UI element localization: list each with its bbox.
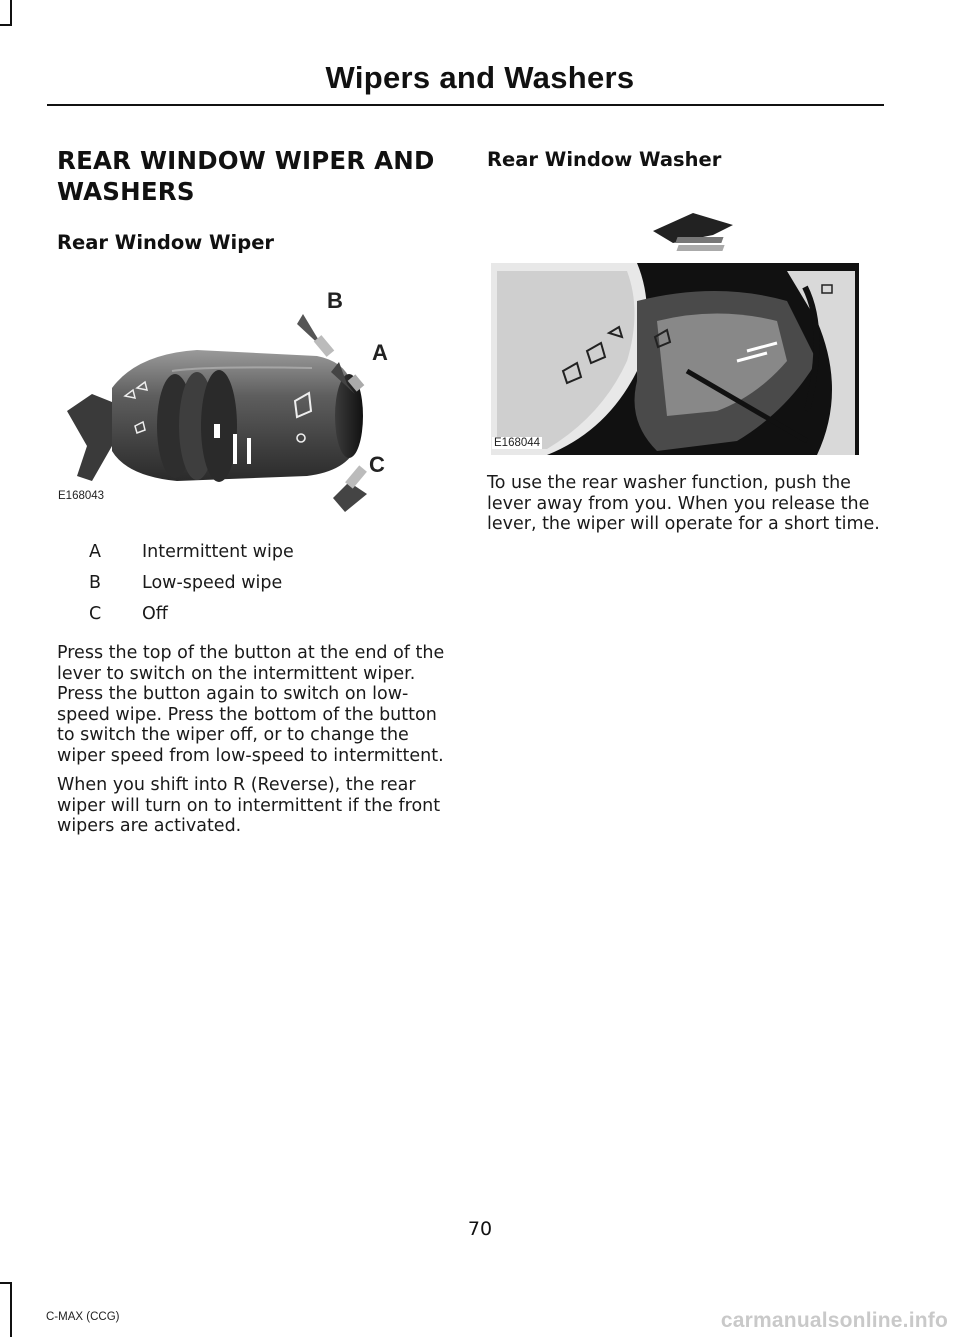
paragraph: When you shift into R (Reverse), the rear wiper will turn on to intermittent if the front wipers are activated. [57,775,441,836]
legend-row [57,571,449,595]
subtitle-rear-window-wiper: Rear Window Wiper [57,231,275,254]
page-number: 70 [467,1218,493,1240]
left-column [57,145,449,846]
subtitle-rear-window-washer: Rear Window Washer [487,148,722,171]
legend-key: C [89,604,102,624]
page-header-title: Wipers and Washers [325,60,635,95]
arrow-up-b [297,314,334,357]
legend-key: A [89,542,101,562]
paragraph: To use the rear washer function, push the lever away from you. When you release the lever, the wiper will operate for a short time. [487,473,880,534]
callout-c: C [369,452,385,477]
section-title [57,145,449,207]
crop-mark-top-left-h [0,24,12,26]
model-label: C-MAX (CCG) [46,1311,120,1323]
arrow-push-away [653,213,733,251]
figure-code: E168043 [58,490,105,502]
crop-mark-bottom-left-v [10,1282,12,1337]
figure-wiper-lever [57,276,449,516]
wiper-lever-illustration [57,276,449,516]
body-text [57,643,449,837]
legend-text: Low-speed wipe [142,573,283,593]
section-title-line-2: WASHERS [57,177,195,206]
crop-mark-bottom-left-h [0,1282,12,1284]
arrow-down-c [333,465,367,512]
legend-text: Off [142,604,168,624]
watermark: carmanualsonline.info [720,1309,948,1332]
figure-washer-lever [487,211,884,455]
header-divider [47,104,884,106]
callout-a: A [372,340,388,365]
figure-code: E168044 [494,437,541,449]
legend-row [57,540,449,564]
callout-b: B [327,288,343,313]
washer-lever-illustration [487,211,884,455]
legend [57,540,449,626]
section-title-line-1: REAR WINDOW WIPER AND [57,146,435,175]
paragraph: Press the top of the button at the end of the lever to switch on the intermittent wiper. Press the button again to switch on low-speed wipe. Press the bottom of the button to switch the wiper off, or to change the wiper speed from low-speed to intermittent. [57,643,445,766]
right-column [487,145,884,544]
legend-text: Intermittent wipe [142,542,294,562]
crop-mark-top-left-v [10,0,12,26]
legend-key: B [89,573,102,593]
legend-row [57,602,449,626]
